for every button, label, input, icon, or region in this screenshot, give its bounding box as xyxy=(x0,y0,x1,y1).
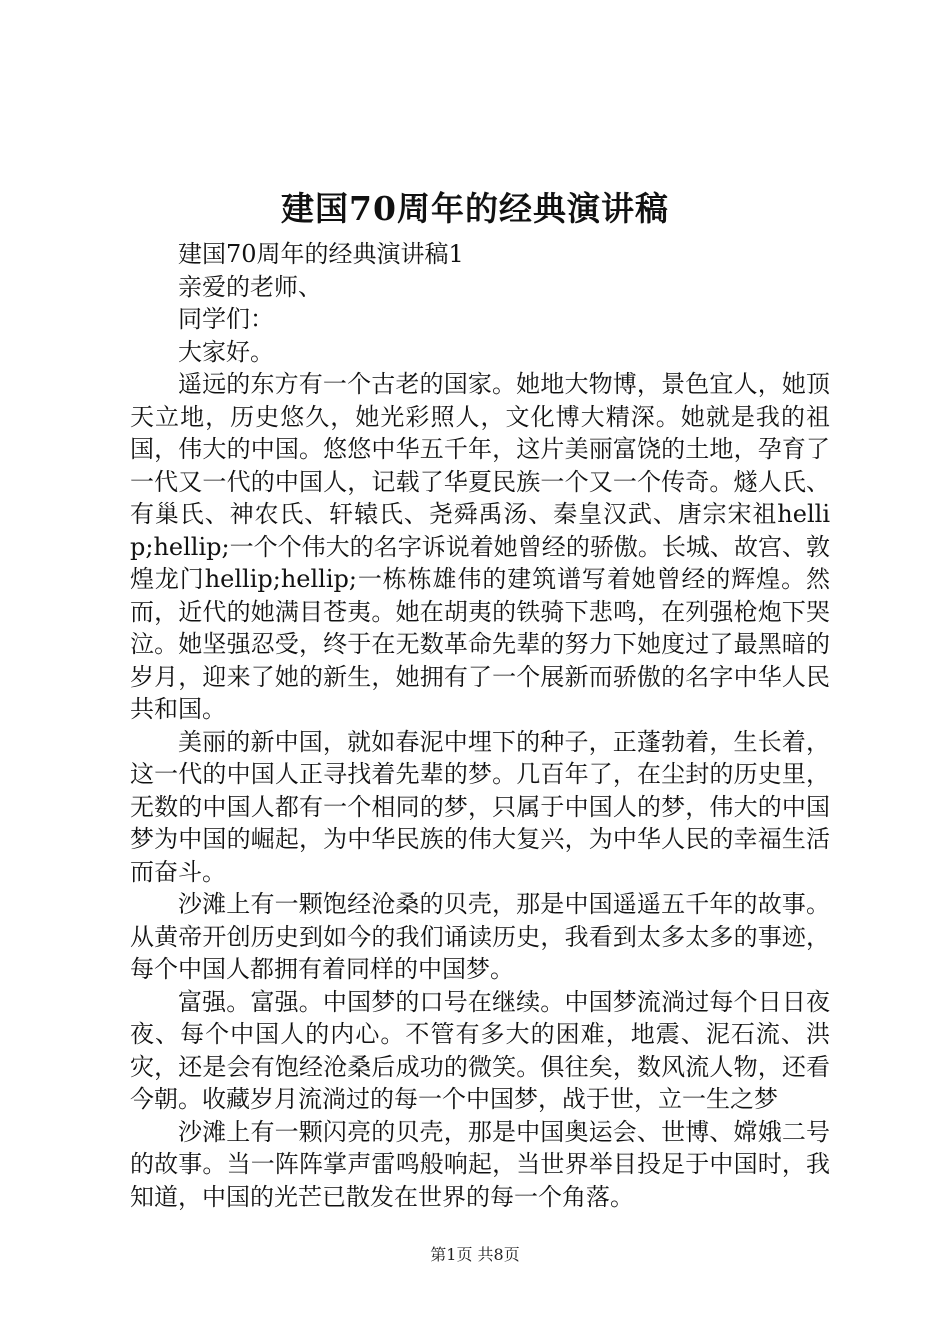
paragraph-body: 美丽的新中国，就如春泥中埋下的种子，正蓬勃着，生长着，这一代的中国人正寻找着先辈的梦。几百年了，在尘封的历史里，无数的中国人都有一个相同的梦，只属于中国人的梦，伟大的中国梦为中国的崛起，为中华民族的伟大复兴，为中华人民的幸福生活而奋斗。 xyxy=(130,727,830,886)
paragraph-salutation-students: 同学们： xyxy=(178,305,274,333)
document-body xyxy=(130,238,830,1213)
paragraph-body: 富强。富强。中国梦的口号在继续。中国梦流淌过每个日日夜夜、每个中国人的内心。不管有多大的困难，地震、泥石流、洪灾，还是会有饱经沧桑后成功的微笑。俱往矣，数风流人物，还看今朝。收藏岁月流淌过的每一个中国梦，战于世，立一生之梦 xyxy=(130,987,830,1113)
paragraph-greeting: 大家好。 xyxy=(178,337,274,366)
page-number-footer: 第1页 共8页 xyxy=(430,1245,520,1264)
paragraph-salutation-teachers: 亲爱的老师、 xyxy=(178,272,322,301)
paragraph-body: 沙滩上有一颗闪亮的贝壳，那是中国奥运会、世博、嫦娥二号的故事。当一阵阵掌声雷鸣般响起，当世界举目投足于中国时，我知道，中国的光芒已散发在世界的每一个角落。 xyxy=(130,1117,830,1211)
paragraph-body: 沙滩上有一颗饱经沧桑的贝壳，那是中国遥遥五千年的故事。从黄帝开创历史到如今的我们诵读历史，我看到太多太多的事迹，每个中国人都拥有着同样的中国梦。 xyxy=(130,890,830,983)
document-title: 建国70周年的经典演讲稿 xyxy=(281,189,669,228)
paragraph-body: 遥远的东方有一个古老的国家。她地大物博，景色宜人，她顶天立地，历史悠久，她光彩照人，文化博大精深。她就是我的祖国，伟大的中国。悠悠中华五千年，这片美丽富饶的土地，孕育了一代又一代的中国人，记载了华夏民族一个又一个传奇。燧人氏、有巢氏、神农氏、轩辕氏、尧舜禹汤、秦皇汉武、唐宗宋祖hellip;hellip;一个个伟大的名字诉说着她曾经的骄傲。长城、故宫、敦煌龙门hellip;hellip;一栋栋雄伟的建筑谱写着她曾经的辉煌。然而，近代的她满目苍夷。她在胡夷的铁骑下悲鸣，在列强枪炮下哭泣。她坚强忍受，终于在无数革命先辈的努力下她度过了最黑暗的岁月，迎来了她的新生，她拥有了一个展新而骄傲的名字中华人民共和国。 xyxy=(130,370,830,723)
paragraph-heading: 建国70周年的经典演讲稿1 xyxy=(178,240,464,268)
